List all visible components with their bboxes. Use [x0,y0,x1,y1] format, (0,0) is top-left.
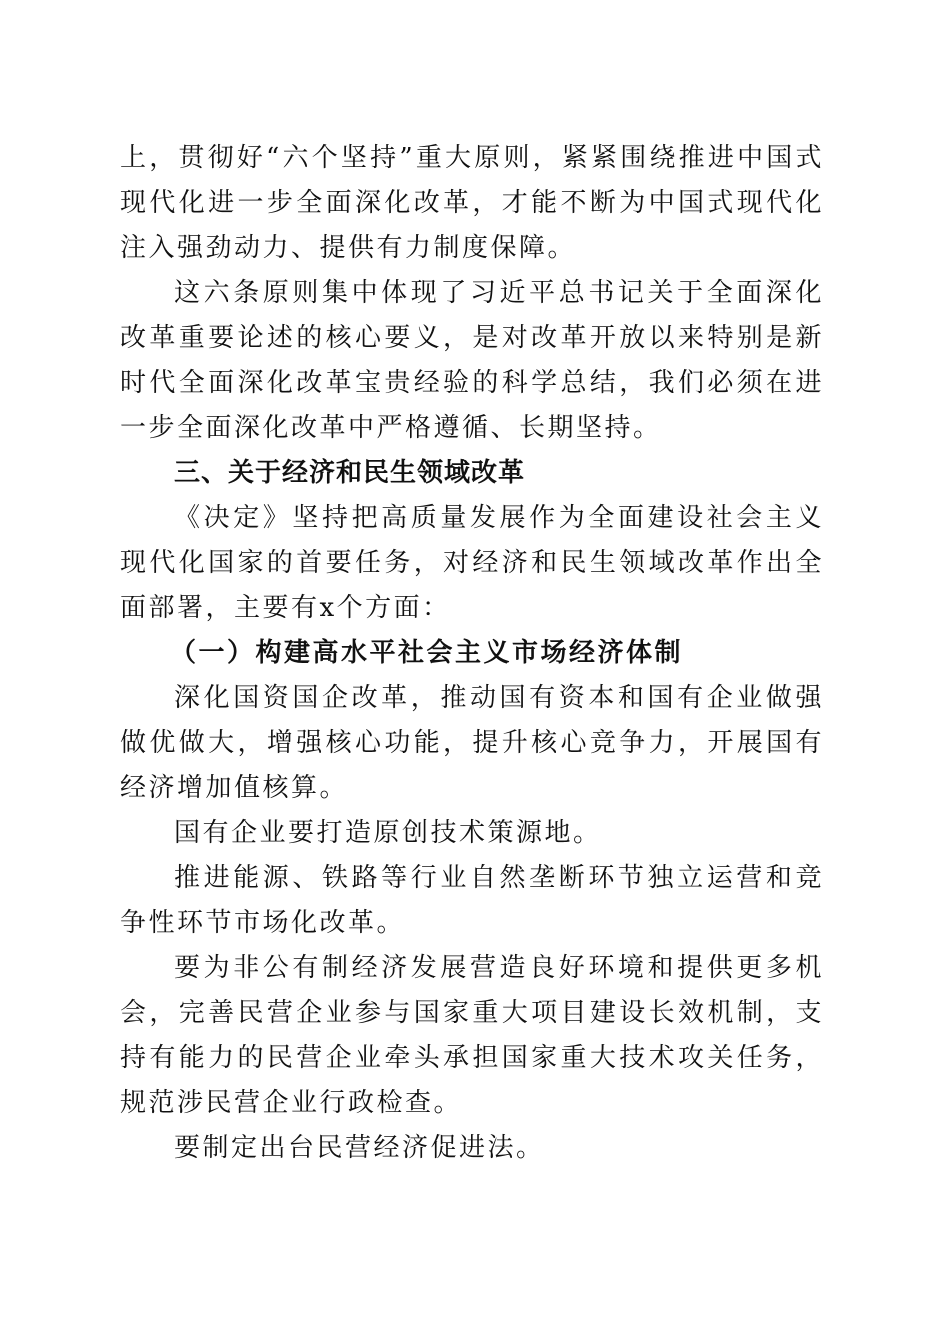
section-heading: 三、关于经济和民生领域改革 [174,458,526,488]
document-body [120,136,824,1171]
paragraph-section-intro: 《决定》坚持把高质量发展作为全面建设社会主义现代化国家的首要任务，对经济和民生领域改革作出全面部署，主要有x个方面： [120,503,824,623]
paragraph-promotion-law: 要制定出台民营经济促进法。 [174,1133,545,1163]
paragraph-six-principles: 这六条原则集中体现了习近平总书记关于全面深化改革重要论述的核心要义，是对改革开放以来特别是新时代全面深化改革宝贵经验的科学总结，我们必须在进一步全面深化改革中严格遵循、长期坚持。 [120,278,824,443]
paragraph-monopoly-reform: 推进能源、铁路等行业自然垄断环节独立运营和竞争性环节市场化改革。 [120,863,824,938]
sub-heading: （一）构建高水平社会主义市场经济体制 [170,638,684,668]
paragraph-soe-reform: 深化国资国企改革，推动国有资本和国有企业做强做优做大，增强核心功能，提升核心竞争力，开展国有经济增加值核算。 [120,683,824,803]
paragraph-private-economy: 要为非公有制经济发展营造良好环境和提供更多机会，完善民营企业参与国家重大项目建设长效机制，支持有能力的民营企业牵头承担国家重大技术攻关任务，规范涉民营企业行政检查。 [120,953,824,1118]
paragraph-continuation: 上，贯彻好“六个坚持”重大原则，紧紧围绕推进中国式现代化进一步全面深化改革，才能不断为中国式现代化注入强劲动力、提供有力制度保障。 [120,143,824,263]
paragraph-original-tech: 国有企业要打造原创技术策源地。 [174,818,602,848]
